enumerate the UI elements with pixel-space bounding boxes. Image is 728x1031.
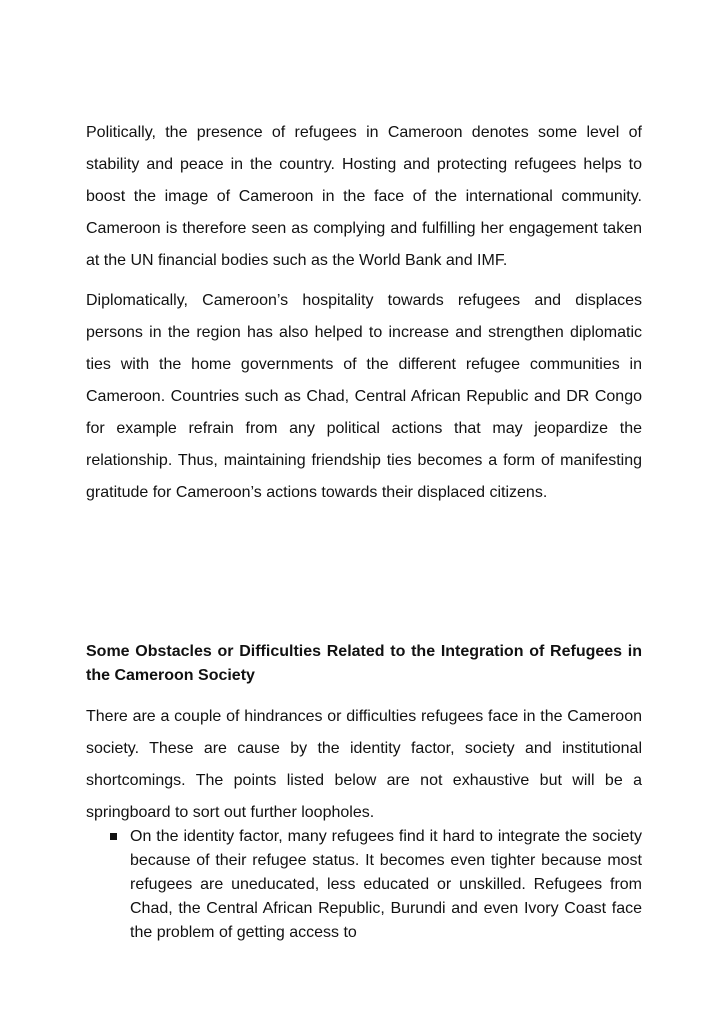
paragraph-diplomatic: Diplomatically, Cameroon’s hospitality towards refugees and displaces persons in the region has also helped to increase and strengthen diplomatic ties with the home governments of the different refugee communities in Cameroon. Countries such as Chad, Central African Republic and DR Congo for example refrain from any political actions that may jeopardize the relationship. Thus, maintaining friendship ties becomes a form of manifesting gratitude for Cameroon’s actions towards their displaced citizens. (86, 292, 642, 501)
list-item (86, 825, 642, 945)
document-page (86, 117, 642, 941)
paragraph-political: Politically, the presence of refugees in Cameroon denotes some level of stability and peace in the country. Hosting and protecting refugees helps to boost the image of Cameroon in the face of the international community. Cameroon is therefore seen as complying and fulfilling her engagement taken at the UN financial bodies such as the World Bank and IMF. (86, 124, 642, 269)
section-heading: Some Obstacles or Difficulties Related to the Integration of Refugees in the Cameroon Society (86, 643, 642, 684)
paragraph-intro: There are a couple of hindrances or difficulties refugees face in the Cameroon society. These are cause by the identity factor, society and institutional shortcomings. The points listed below are not exhaustive but will be a springboard to sort out further loopholes. (86, 708, 642, 821)
bullet-text: On the identity factor, many refugees find it hard to integrate the society because of their refugee status. It becomes even tighter because most refugees are uneducated, less educated or unskilled. Refugees from Chad, the Central African Republic, Burundi and even Ivory Coast face the problem of getting access to (130, 828, 642, 941)
square-bullet-icon (110, 833, 117, 840)
bullet-list (86, 825, 642, 945)
